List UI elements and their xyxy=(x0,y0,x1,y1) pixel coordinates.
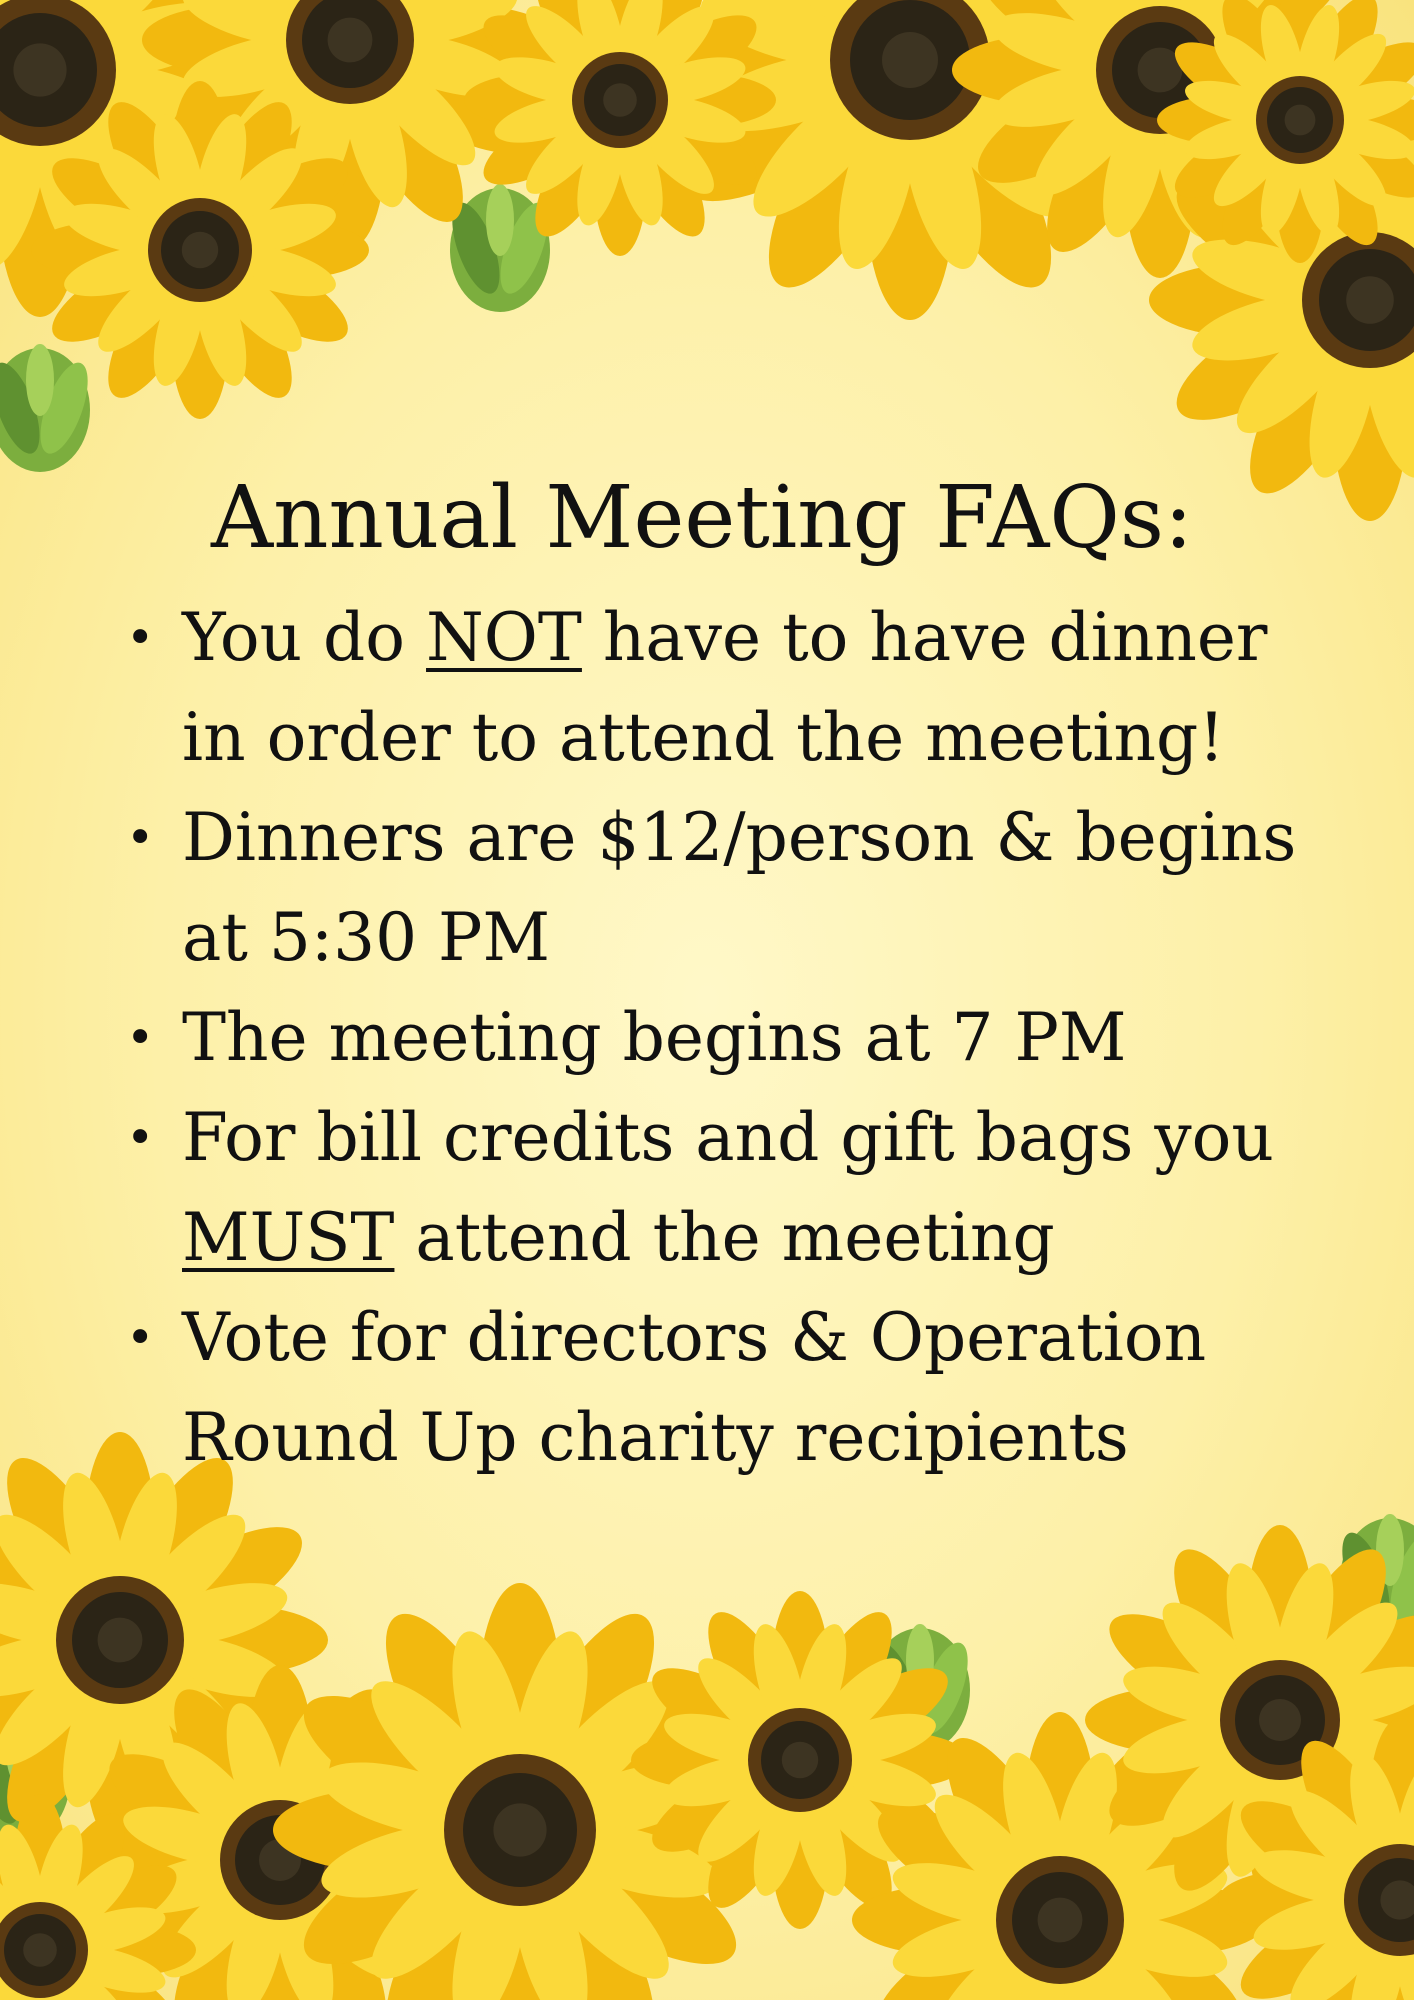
faq-item-bill-credits xyxy=(120,1088,1350,1288)
faq-list xyxy=(120,588,1350,1488)
faq-item-vote xyxy=(120,1288,1350,1488)
faq-item-dinner-price xyxy=(120,788,1350,988)
faq-item-meeting-time xyxy=(120,988,1350,1088)
page-title: Annual Meeting FAQs: xyxy=(211,468,1193,568)
faq-text: attend the meeting xyxy=(394,1199,1055,1276)
emphasis-not: NOT xyxy=(426,599,582,676)
bullet-icon: • xyxy=(126,810,155,866)
bullet-icon: • xyxy=(126,1110,155,1166)
faq-text: Vote for directors & Operation Round Up charity recipients xyxy=(182,1299,1207,1476)
bullet-icon: • xyxy=(126,1010,155,1066)
faq-item-dinner-optional xyxy=(120,588,1350,788)
faq-text: The meeting begins at 7 PM xyxy=(182,999,1127,1076)
faq-text: You do xyxy=(182,599,427,676)
emphasis-must: MUST xyxy=(182,1199,395,1276)
bullet-icon: • xyxy=(126,610,155,666)
faq-text: Dinners are $12/person & begins at 5:30 PM xyxy=(182,799,1297,976)
bullet-icon: • xyxy=(126,1310,155,1366)
faq-text: For bill credits and gift bags you xyxy=(182,1099,1274,1176)
faq-text: have to have dinner in order to attend the meeting! xyxy=(182,599,1268,776)
